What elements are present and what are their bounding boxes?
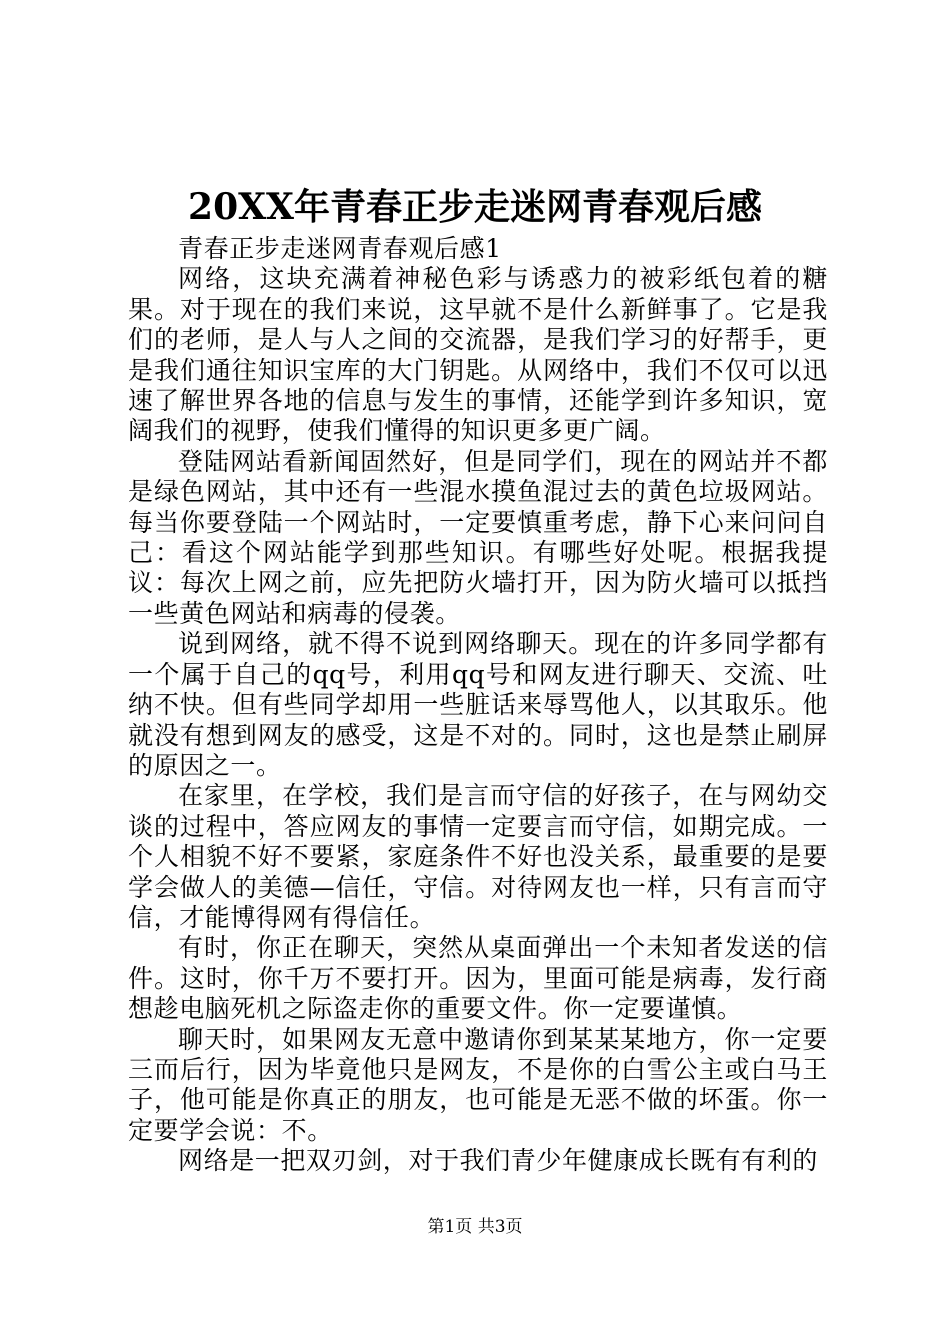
paragraph-4: 在家里，在学校，我们是言而守信的好孩子，在与网幼交谈的过程中，答应网友的事情一定要言而守信，如期完成。一个人相貌不好不要紧，家庭条件不好也没关系，最重要的是要学会做人的美德—信任，守信。对待网友也一样，只有言而守信，才能博得网有得信任。 <box>128 781 828 932</box>
document-title: 20XX年青春正步走迷网青春观后感 <box>188 186 762 228</box>
paragraph-5: 有时，你正在聊天，突然从桌面弹出一个未知者发送的信件。这时，你千万不要打开。因为，里面可能是病毒，发行商想趁电脑死机之际盗走你的重要文件。你一定要谨慎。 <box>128 933 828 1024</box>
paragraph-2: 登陆网站看新闻固然好，但是同学们，现在的网站并不都是绿色网站，其中还有一些混水摸鱼混过去的黄色垃圾网站。每当你要登陆一个网站时，一定要慎重考虑，静下心来问问自己：看这个网站能学到那些知识。有哪些好处呢。根据我提议：每次上网之前，应先把防火墙打开，因为防火墙可以抵挡一些黄色网站和病毒的侵袭。 <box>128 446 828 628</box>
document-body <box>128 234 828 1177</box>
paragraph-6: 聊天时，如果网友无意中邀请你到某某某地方，你一定要三而后行，因为毕竟他只是网友，不是你的白雪公主或白马王子，他可能是你真正的朋友，也可能是无恶不做的坏蛋。你一定要学会说：不。 <box>128 1024 828 1145</box>
section-heading: 青春正步走迷网青春观后感1 <box>178 234 502 263</box>
paragraph-3: 说到网络，就不得不说到网络聊天。现在的许多同学都有一个属于自己的qq号，利用qq号和网友进行聊天、交流、吐纳不快。但有些同学却用一些脏话来辱骂他人，以其取乐。他就没有想到网友的感受，这是不对的。同时，这也是禁止刷屏的原因之一。 <box>128 629 828 780</box>
paragraph-7: 网络是一把双刃剑，对于我们青少年健康成长既有有利的 <box>178 1146 819 1176</box>
page-footer: 第1页 共3页 <box>427 1217 523 1237</box>
paragraph-1: 网络，这块充满着神秘色彩与诱惑力的被彩纸包着的糖果。对于现在的我们来说，这早就不是什么新鲜事了。它是我们的老师，是人与人之间的交流器，是我们学习的好帮手，更是我们通往知识宝库的大门钥匙。从网络中，我们不仅可以迅速了解世界各地的信息与发生的事情，还能学到许多知识，宽阔我们的视野，使我们懂得的知识更多更广阔。 <box>128 264 828 446</box>
